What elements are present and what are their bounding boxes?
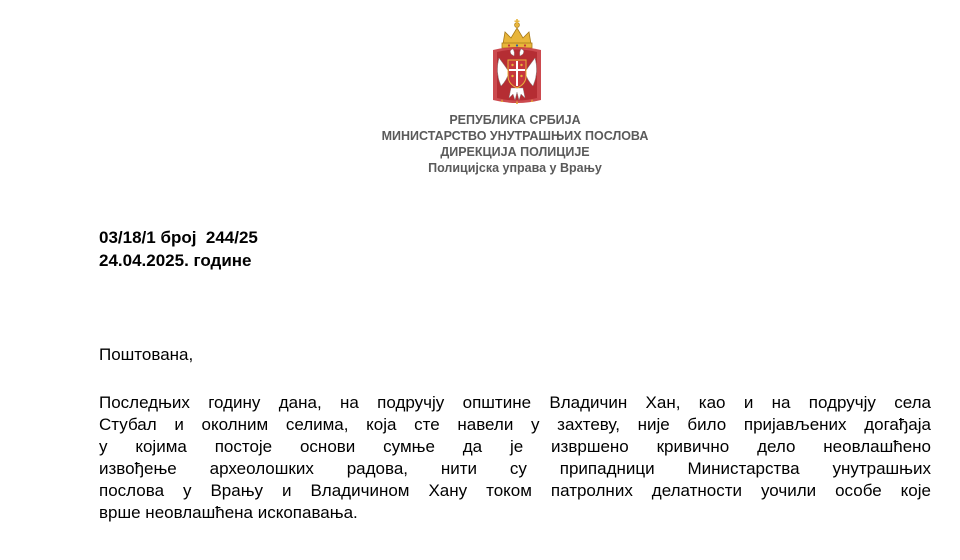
letter-body <box>99 392 931 524</box>
reference-number: 03/18/1 број 244/25 <box>99 228 258 247</box>
header-country: РЕПУБЛИКА СРБИЈА <box>449 113 581 127</box>
reference-date: 24.04.2025. године <box>99 251 252 270</box>
body-line: у којима постоје основи сумње да је извршено кривично дело неовлашћено <box>99 437 931 456</box>
crown-icon <box>502 19 532 48</box>
header-directorate: ДИРЕКЦИЈА ПОЛИЦИЈЕ <box>440 145 590 159</box>
body-line: послова у Врању и Владичином Хану током патролних делатности уочили особе које <box>99 481 931 500</box>
header-police-administration: Полицијска управа у Врању <box>428 161 602 175</box>
shield-icon <box>508 60 526 88</box>
body-line: Последњих годину дана, на подручју општине Владичин Хан, као и на подручју села <box>99 393 931 412</box>
body-line: врше неовлашћена ископавања. <box>99 503 358 522</box>
letter-greeting: Поштована, <box>99 345 194 364</box>
letterhead <box>300 112 730 176</box>
body-line: Стубал и околним селима, која сте навели у захтеву, није било пријављених догађаја <box>99 415 931 434</box>
document-reference <box>99 226 258 272</box>
body-line: извођење археолошких радова, нити су припадници Министарства унутрашњих <box>99 459 931 478</box>
header-ministry: МИНИСТАРСТВО УНУТРАШЊИХ ПОСЛОВА <box>381 129 649 143</box>
coat-of-arms-icon <box>489 14 545 114</box>
